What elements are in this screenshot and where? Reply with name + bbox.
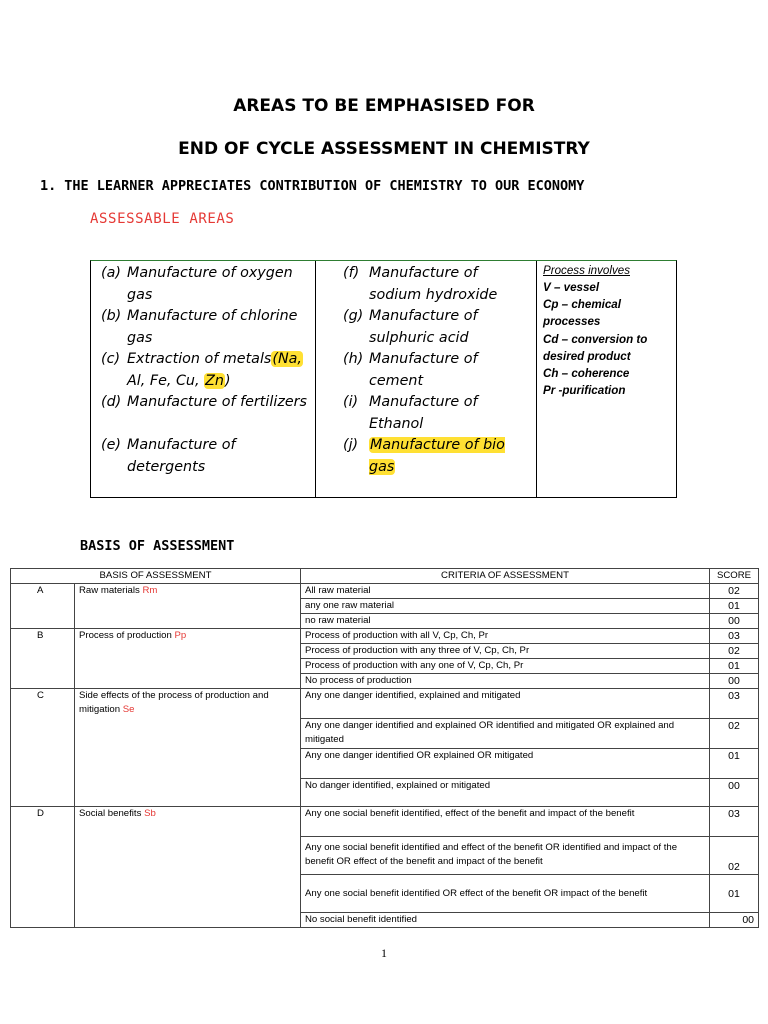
area-item-c: (c) Extraction of metals(Na, Al, Fe, Cu, Zn) [101,351,302,389]
basis-abbr: Se [122,704,135,715]
score-cell: 01 [710,599,759,614]
basis-abbr: Sb [144,808,156,819]
score-cell: 02 [710,584,759,599]
area-item-b: (b) Manufacture of chlorine gas [101,308,298,346]
score-cell: 01 [710,659,759,674]
page-number: 1 [381,946,387,960]
process-column [537,261,676,497]
criteria-cell: All raw material [301,584,710,599]
process-item-ch: Ch – coherence [543,367,630,380]
criteria-cell: Any one social benefit identified and effect of the benefit OR identified and impact of the benefit OR effect of the benefit and impact of the benefit [301,837,710,875]
area-item-g: (g) Manufacture of sulphuric acid [343,308,478,346]
criteria-cell: No danger identified, explained or mitigated [301,779,710,807]
area-item-a: (a) Manufacture of oxygen gas [101,265,293,303]
table-row [11,807,759,837]
table-row [11,629,759,644]
score-cell: 03 [710,807,759,837]
process-heading: Process involves [543,264,630,277]
score-cell: 02 [710,837,759,875]
criteria-cell: Process of production with all V, Cp, Ch, Pr [301,629,710,644]
basis-abbr: Pp [174,630,187,641]
score-cell: 03 [710,689,759,719]
basis-abbr: Rm [142,585,158,596]
score-cell: 01 [710,749,759,779]
criteria-cell: Any one social benefit identified OR effect of the benefit OR impact of the benefit [301,875,710,913]
header-criteria: CRITERIA OF ASSESSMENT [301,569,710,584]
title-line-1: AREAS TO BE EMPHASISED FOR [233,96,535,116]
criteria-cell: No social benefit identified [301,913,710,928]
header-basis: BASIS OF ASSESSMENT [11,569,301,584]
criteria-cell: Any one danger identified OR explained OR mitigated [301,749,710,779]
row-code: D [11,807,75,928]
row-code: C [11,689,75,807]
title-line-2: END OF CYCLE ASSESSMENT IN CHEMISTRY [178,139,590,159]
criteria-cell: no raw material [301,614,710,629]
header-score: SCORE [710,569,759,584]
criteria-cell: Process of production with any three of V, Cp, Ch, Pr [301,644,710,659]
area-item-f: (f) Manufacture of sodium hydroxide [343,265,498,303]
criteria-cell: Process of production with any one of V, Cp, Ch, Pr [301,659,710,674]
areas-column-2 [316,261,537,497]
table-row [11,689,759,719]
highlight-bio-gas: Manufacture of bio gas [369,437,505,475]
row-basis: Process of production Pp [75,629,301,689]
score-cell: 00 [710,913,759,928]
score-cell: 01 [710,875,759,913]
row-basis: Raw materials Rm [75,584,301,629]
row-basis: Social benefits Sb [75,807,301,928]
table-row [11,584,759,599]
assessable-areas-label: ASSESSABLE AREAS [90,211,235,227]
area-item-d: (d) Manufacture of fertilizers [101,394,307,410]
score-cell: 03 [710,629,759,644]
highlight-na: (Na, [272,351,302,367]
criteria-cell: Any one social benefit identified, effect of the benefit and impact of the benefit [301,807,710,837]
row-code: B [11,629,75,689]
criteria-cell: Any one danger identified and explained OR identified and mitigated OR explained and mitigated [301,719,710,749]
process-item-v: V – vessel [543,281,600,294]
criteria-cell: No process of production [301,674,710,689]
row-basis: Side effects of the process of production and mitigation Se [75,689,301,807]
table-header-row [11,569,759,584]
section-number: 1. [40,178,57,194]
area-item-e: (e) Manufacture of detergents [101,437,236,475]
basis-of-assessment-heading: BASIS OF ASSESSMENT [80,538,235,554]
process-item-cd: Cd – conversion to desired product [543,333,648,363]
section-1-heading [40,178,584,194]
area-item-i: (i) Manufacture of Ethanol [343,394,478,432]
score-cell: 00 [710,674,759,689]
areas-column-1 [91,261,316,497]
assessment-table [10,568,759,928]
highlight-zn: Zn [205,372,224,389]
score-cell: 02 [710,719,759,749]
criteria-cell: any one raw material [301,599,710,614]
area-item-j: (j) Manufacture of bio gas [343,437,505,475]
row-code: A [11,584,75,629]
area-item-h: (h) Manufacture of cement [343,351,478,389]
process-item-pr: Pr -purification [543,384,626,397]
criteria-cell: Any one danger identified, explained and mitigated [301,689,710,719]
process-item-cp: Cp – chemical processes [543,298,621,328]
assessable-areas-box [90,260,677,498]
score-cell: 00 [710,614,759,629]
score-cell: 02 [710,644,759,659]
section-heading-text: THE LEARNER APPRECIATES CONTRIBUTION OF CHEMISTRY TO OUR ECONOMY [64,178,585,194]
score-cell: 00 [710,779,759,807]
